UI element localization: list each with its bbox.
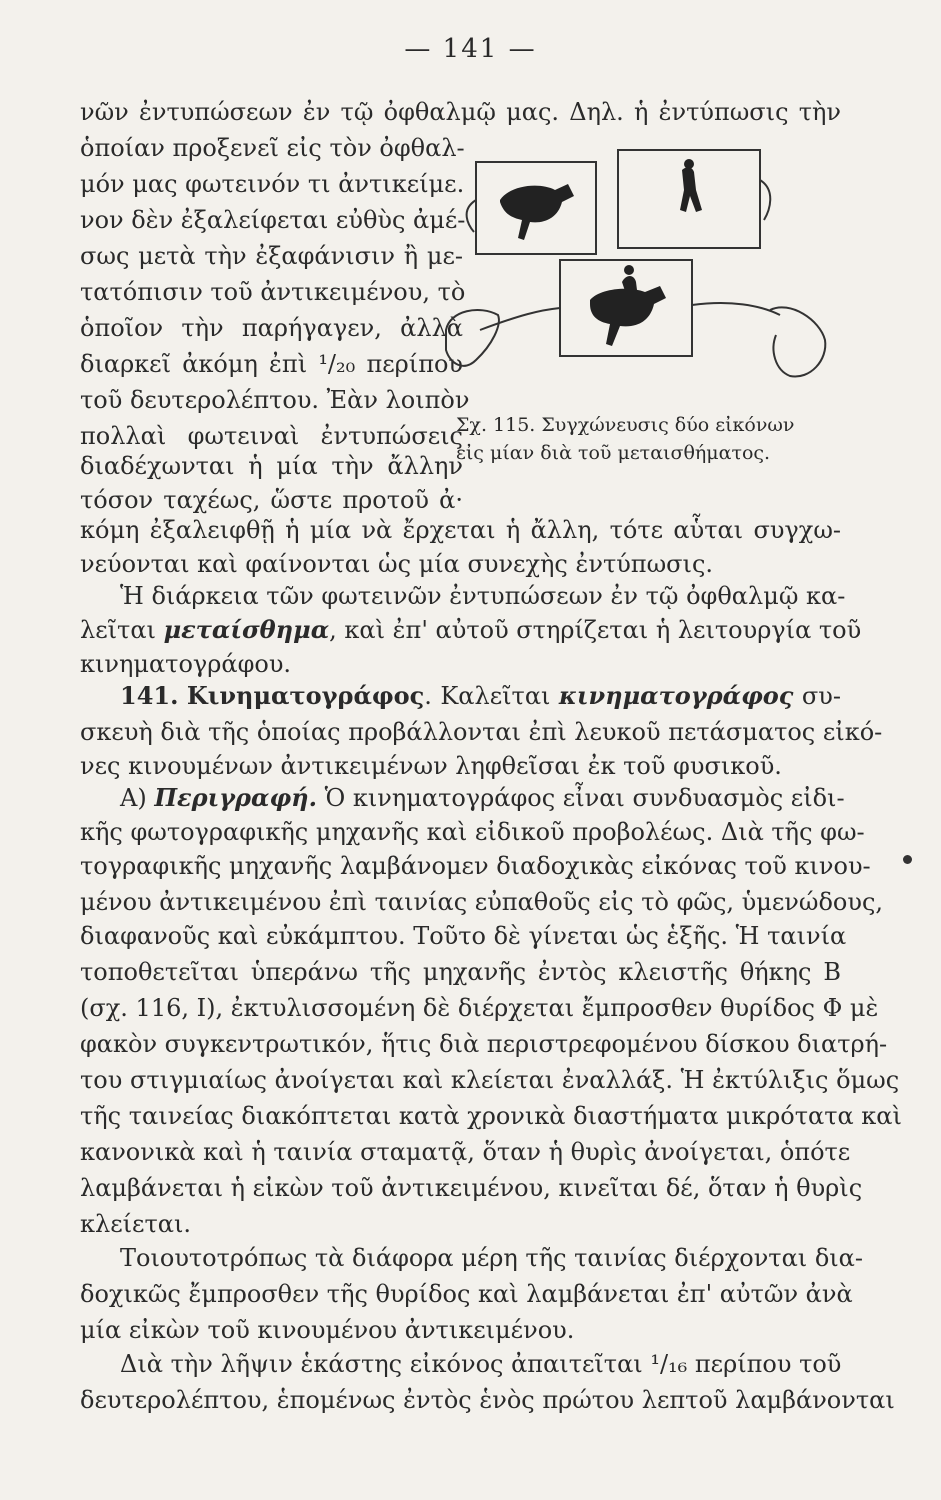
text-line: σως μετὰ τὴν ἐξαφάνισιν ἢ με- bbox=[80, 242, 463, 270]
text-line: τῆς ταινείας διακόπτεται κατὰ χρονικὰ διαστήματα μικρότατα καὶ bbox=[80, 1102, 902, 1130]
left-hand-icon bbox=[446, 310, 499, 366]
ink-dot bbox=[903, 855, 912, 864]
section-title: Κινηματογράφος bbox=[186, 681, 425, 710]
text-line: διαδέχωνται ἡ μία τὴν ἄλλην bbox=[80, 452, 463, 480]
text-line: διαφανοῦς καὶ εὐκάμπτου. Τοῦτο δὲ γίνεται ὡς ἑξῆς. Ἡ ταινία bbox=[80, 922, 847, 950]
text-line: τογραφικῆς μηχανῆς λαμβάνομεν διαδοχικὰς εἰκόνας τοῦ κινου- bbox=[80, 852, 871, 880]
text-line: ὁποῖον τὴν παρήγαγεν, ἀλλὰ bbox=[80, 314, 463, 342]
rider-head-icon bbox=[684, 159, 694, 169]
text-line: νεύονται καὶ φαίνονται ὡς μία συνεχὴς ἐντύπωσις. bbox=[80, 550, 714, 578]
text-line: τοποθετεῖται ὑπεράνω τῆς μηχανῆς ἐντὸς κλειστῆς θήκης Β bbox=[80, 958, 841, 986]
text-line: του στιγμιαίως ἀνοίγεται καὶ κλείεται ἐναλλάξ. Ἡ ἐκτύλιξις ὅμως bbox=[80, 1066, 900, 1094]
text-line: τοῦ δευτερολέπτου. Ἐὰν λοιπὸν bbox=[80, 386, 470, 414]
horse-icon bbox=[500, 184, 574, 240]
term-metaisthima: μεταίσθημα bbox=[163, 615, 330, 644]
text-line: πολλαὶ φωτειναὶ ἐντυπώσεις bbox=[80, 422, 463, 450]
subsection-heading-line: Α) Περιγραφή. Ὁ κινηματογράφος εἶναι συνδυασμὸς εἰδι- bbox=[120, 783, 845, 812]
text-line: λεῖται μεταίσθημα, καὶ ἐπ' αὐτοῦ στηρίζεται ἡ λειτουργία τοῦ bbox=[80, 615, 862, 644]
section-heading-line: 141. Κινηματογράφος. Καλεῖται κινηματογράφος συ- bbox=[120, 681, 841, 710]
text-line: Ἡ διάρκεια τῶν φωτεινῶν ἐντυπώσεων ἐν τῷ ὀφθαλμῷ κα- bbox=[120, 582, 846, 610]
text-line: Διὰ τὴν λῆψιν ἑκάστης εἰκόνος ἀπαιτεῖται ¹/₁₆ περίπου τοῦ bbox=[120, 1350, 842, 1378]
text-line: νον δὲν ἐξαλείφεται εὐθὺς ἀμέ- bbox=[80, 206, 466, 234]
figure-caption-line: Σχ. 115. Συγχώνευσις δύο εἰκόνων bbox=[456, 414, 795, 436]
text-line: (σχ. 116, Ι), ἐκτυλισσομένη δὲ διέρχεται ἔμπροσθεν θυρίδος Φ μὲ bbox=[80, 994, 879, 1022]
text-line: δευτερολέπτου, ἑπομένως ἐντὸς ἑνὸς πρώτου λεπτοῦ λαμβάνονται bbox=[80, 1386, 895, 1414]
text-line: διαρκεῖ ἀκόμη ἐπὶ ¹/₂₀ περίπου bbox=[80, 350, 463, 378]
string-right bbox=[760, 180, 770, 220]
subsection-title: Περιγραφή. bbox=[154, 783, 317, 812]
figure-caption-line: εἰς μίαν διὰ τοῦ μεταισθήματος. bbox=[456, 442, 771, 464]
text-line: νες κινουμένων ἀντικειμένων ληφθεῖσαι ἐκ τοῦ φυσικοῦ. bbox=[80, 752, 782, 780]
rider-icon bbox=[680, 167, 702, 212]
text-line: σκευὴ διὰ τῆς ὁποίας προβάλλονται ἐπὶ λευκοῦ πετάσματος εἰκό- bbox=[80, 718, 883, 746]
text-line: τόσον ταχέως, ὥστε πρoτοῦ ἀ· bbox=[80, 486, 463, 514]
text-line: νῶν ἐντυπώσεων ἐν τῷ ὀφθαλμῷ μας. Δηλ. ἡ ἐντύπωσις τὴν bbox=[80, 98, 841, 126]
text-line: μόν μας φωτεινόν τι ἀντικείμε. bbox=[80, 170, 465, 198]
text-line: κόμη ἐξαλειφθῇ ἡ μία νὰ ἔρχεται ἡ ἄλλη, τότε αὗται συγχω- bbox=[80, 516, 841, 544]
text-line: κινηματογράφου. bbox=[80, 650, 292, 678]
text-line: ὁποίαν προξενεῖ εἰς τὸν ὀφθαλ- bbox=[80, 134, 465, 162]
text-line: κλείεται. bbox=[80, 1210, 192, 1238]
text-line: φακὸν συγκεντρωτικόν, ἥτις διὰ περιστρεφομένου δίσκου διατρή- bbox=[80, 1030, 888, 1058]
page-number: — 141 — bbox=[404, 34, 537, 64]
string-left bbox=[467, 200, 476, 232]
string-lower-right bbox=[692, 303, 780, 315]
section-number: 141. bbox=[120, 681, 179, 710]
text-line: μένου ἀντικειμένου ἐπὶ ταινίας εὐπαθοῦς εἰς τὸ φῶς, ὑμενώδους, bbox=[80, 888, 884, 916]
text-line: μία εἰκὼν τοῦ κινουμένου ἀντικειμένου. bbox=[80, 1316, 575, 1344]
text-line: κῆς φωτογραφικῆς μηχανῆς καὶ εἰδικοῦ προβολέως. Διὰ τῆς φω- bbox=[80, 818, 865, 846]
figure-115-illustration bbox=[440, 140, 840, 410]
text-line: λαμβάνεται ἡ εἰκὼν τοῦ ἀντικειμένου, κινεῖται δέ, ὅταν ἡ θυρὶς bbox=[80, 1174, 863, 1202]
text-line: τατόπισιν τοῦ ἀντικειμένου, τὸ bbox=[80, 278, 466, 306]
rider-on-horse-head-icon bbox=[624, 265, 634, 275]
text-line: κανονικὰ καὶ ἡ ταινία σταματᾷ, ὅταν ἡ θυρὶς ἀνοίγεται, ὁπότε bbox=[80, 1138, 851, 1166]
text-line: Τοιουτοτρόπως τὰ διάφορα μέρη τῆς ταινίας διέρχονται δια- bbox=[120, 1244, 863, 1272]
term-kinimatografos: κινηματογράφος bbox=[558, 681, 794, 710]
right-hand-icon bbox=[770, 307, 825, 376]
text-line: δοχικῶς ἔμπροσθεν τῆς θυρίδος καὶ λαμβάνεται ἐπ' αὐτῶν ἀνὰ bbox=[80, 1280, 853, 1308]
